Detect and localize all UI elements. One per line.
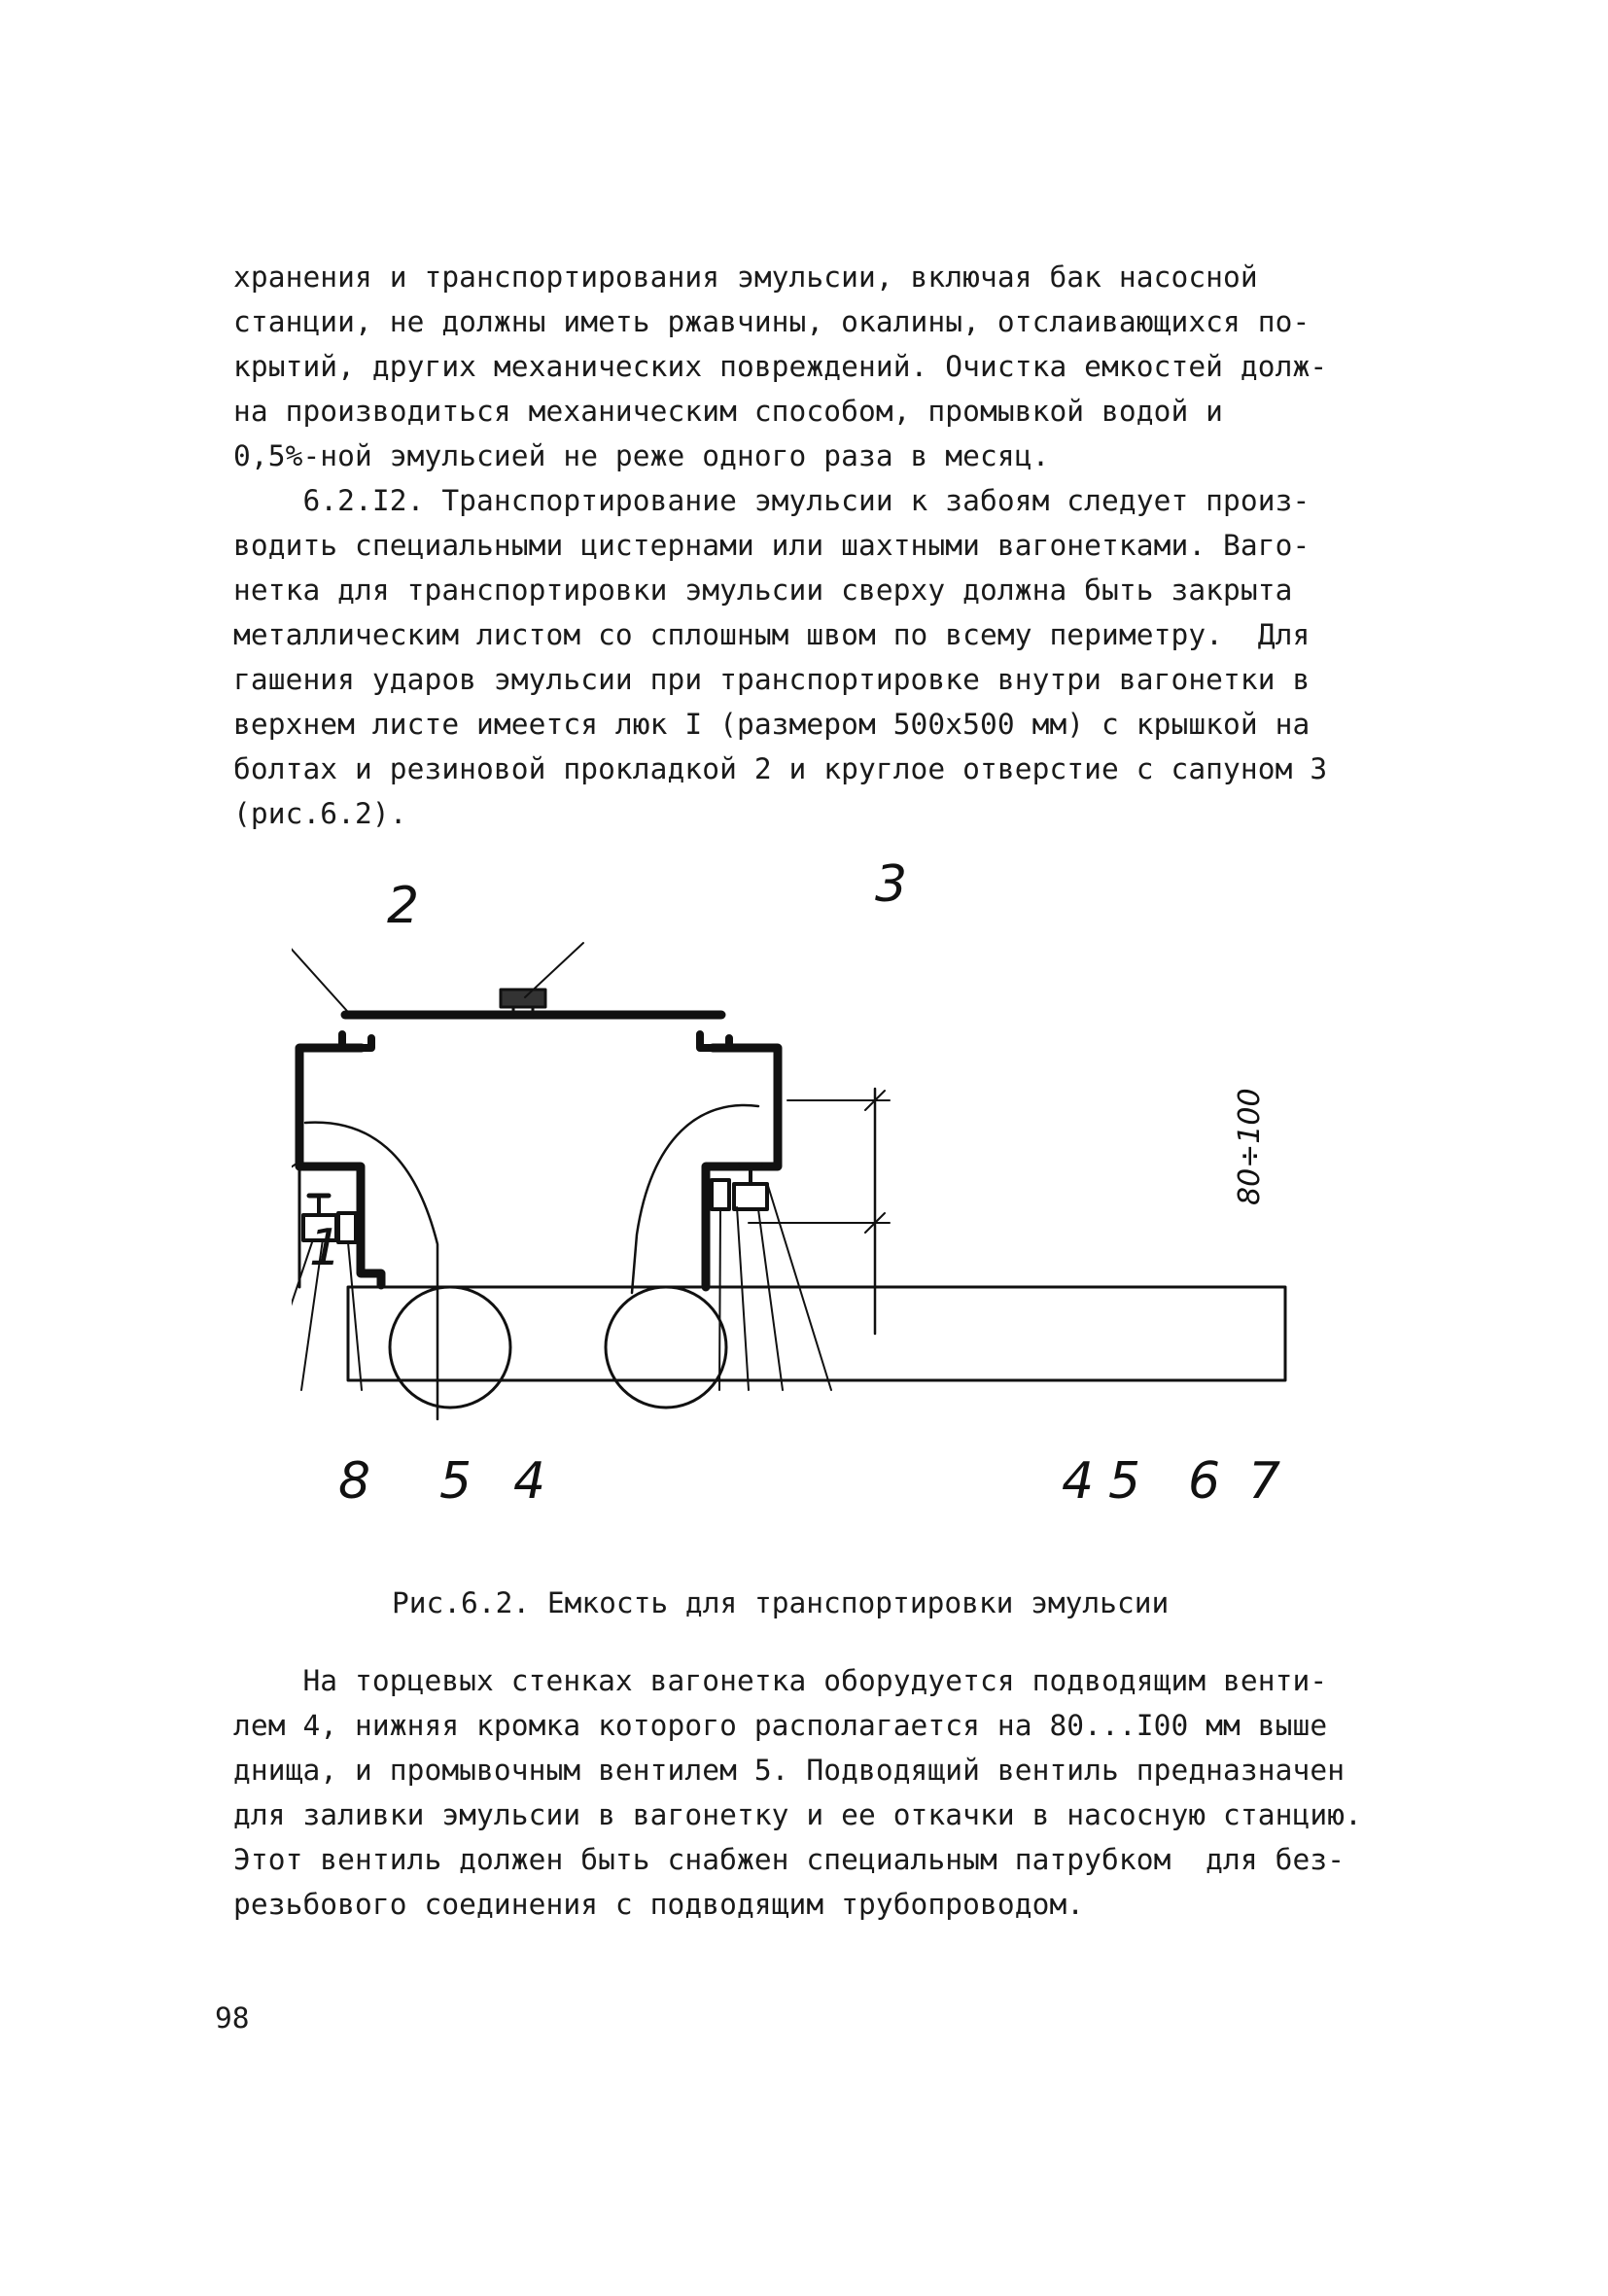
text-line: водить специальными цистернами или шахтными вагонетками. Ваго- xyxy=(233,529,1311,562)
text-line: нетка для транспортировки эмульсии сверху должна быть закрыта xyxy=(233,574,1293,607)
leader-line-6 xyxy=(758,1209,783,1390)
wheel-right xyxy=(606,1287,726,1408)
figure-label-5-left: 5 xyxy=(439,1452,472,1511)
text-line: гашения ударов эмульсии при транспортировке внутри вагонетки в xyxy=(233,663,1311,696)
dimension-label: 80÷100 xyxy=(1233,1088,1267,1205)
tank-wall-left xyxy=(299,1048,381,1285)
figure-emulsion-tank-diagram xyxy=(292,846,1322,1546)
figure-label-5-right: 5 xyxy=(1108,1452,1141,1511)
text-line: станции, не должны иметь ржавчины, окалины, отслаивающихся по- xyxy=(233,305,1311,338)
text-line: (рис.6.2). xyxy=(233,797,407,830)
text-line: На торцевых стенках вагонетка оборудуется подводящим венти- xyxy=(233,1664,1328,1697)
leader-line-3 xyxy=(525,943,583,997)
figure-label-2: 2 xyxy=(387,877,420,935)
text-line: Этот вентиль должен быть снабжен специальным патрубком для без- xyxy=(233,1843,1346,1876)
text-line: 6.2.I2. Транспортирование эмульсии к забоям следует произ- xyxy=(233,484,1311,517)
text-line: для заливки эмульсии в вагонетку и ее откачки в насосную станцию. xyxy=(233,1798,1362,1831)
text-line: верхнем листе имеется люк I (размером 500x500 мм) с крышкой на xyxy=(233,708,1311,741)
breather-cap xyxy=(501,990,545,1007)
figure-label-1: 1 xyxy=(309,1219,342,1277)
tank-wall-right xyxy=(706,1048,778,1287)
figure-caption: Рис.6.2. Емкость для транспортировки эмульсии xyxy=(392,1586,1170,1619)
wheel-left xyxy=(390,1287,510,1408)
text-line: днища, и промывочным вентилем 5. Подводящий вентиль предназначен xyxy=(233,1754,1346,1787)
tank-diagram-svg xyxy=(292,846,1322,1546)
text-line: хранения и транспортирования эмульсии, включая бак насосной xyxy=(233,261,1258,294)
text-line: 0,5%-ной эмульсией не реже одного раза в месяц. xyxy=(233,439,1050,472)
text-line: лем 4, нижняя кромка которого располагается на 80...I00 мм выше xyxy=(233,1709,1328,1742)
text-line: на производиться механическим способом, промывкой водой и xyxy=(233,395,1224,428)
text-line: резьбового соединения с подводящим трубопроводом. xyxy=(233,1888,1085,1921)
figure-label-8: 8 xyxy=(338,1452,371,1511)
leader-line-8 xyxy=(292,1239,313,1361)
paragraph-storage-requirements xyxy=(233,255,1327,478)
leader-line-4b xyxy=(719,1209,720,1390)
figure-label-6: 6 xyxy=(1188,1452,1221,1511)
leader-line-2 xyxy=(292,933,347,1011)
figure-label-4-left: 4 xyxy=(513,1452,546,1511)
flange-left xyxy=(338,1213,356,1242)
figure-label-7: 7 xyxy=(1248,1452,1281,1511)
paragraph-6-2-12 xyxy=(233,478,1327,836)
valve-body-left xyxy=(303,1215,336,1240)
leader-line-5b xyxy=(737,1207,749,1390)
page-number: 98 xyxy=(215,2001,250,2035)
text-line: крытий, других механических повреждений. Очистка емкостей долж- xyxy=(233,350,1328,383)
text-line: болтах и резиновой прокладкой 2 и круглое отверстие с сапуном 3 xyxy=(233,752,1328,785)
flange-right xyxy=(712,1180,729,1209)
figure-label-3: 3 xyxy=(875,855,908,914)
paragraph-valves xyxy=(233,1658,1362,1927)
fluid-curve-right xyxy=(632,1105,758,1293)
valve-body-right xyxy=(734,1184,767,1209)
text-line: металлическим листом со сплошным швом по всему периметру. Для xyxy=(233,618,1311,651)
figure-label-4-right: 4 xyxy=(1062,1452,1095,1511)
